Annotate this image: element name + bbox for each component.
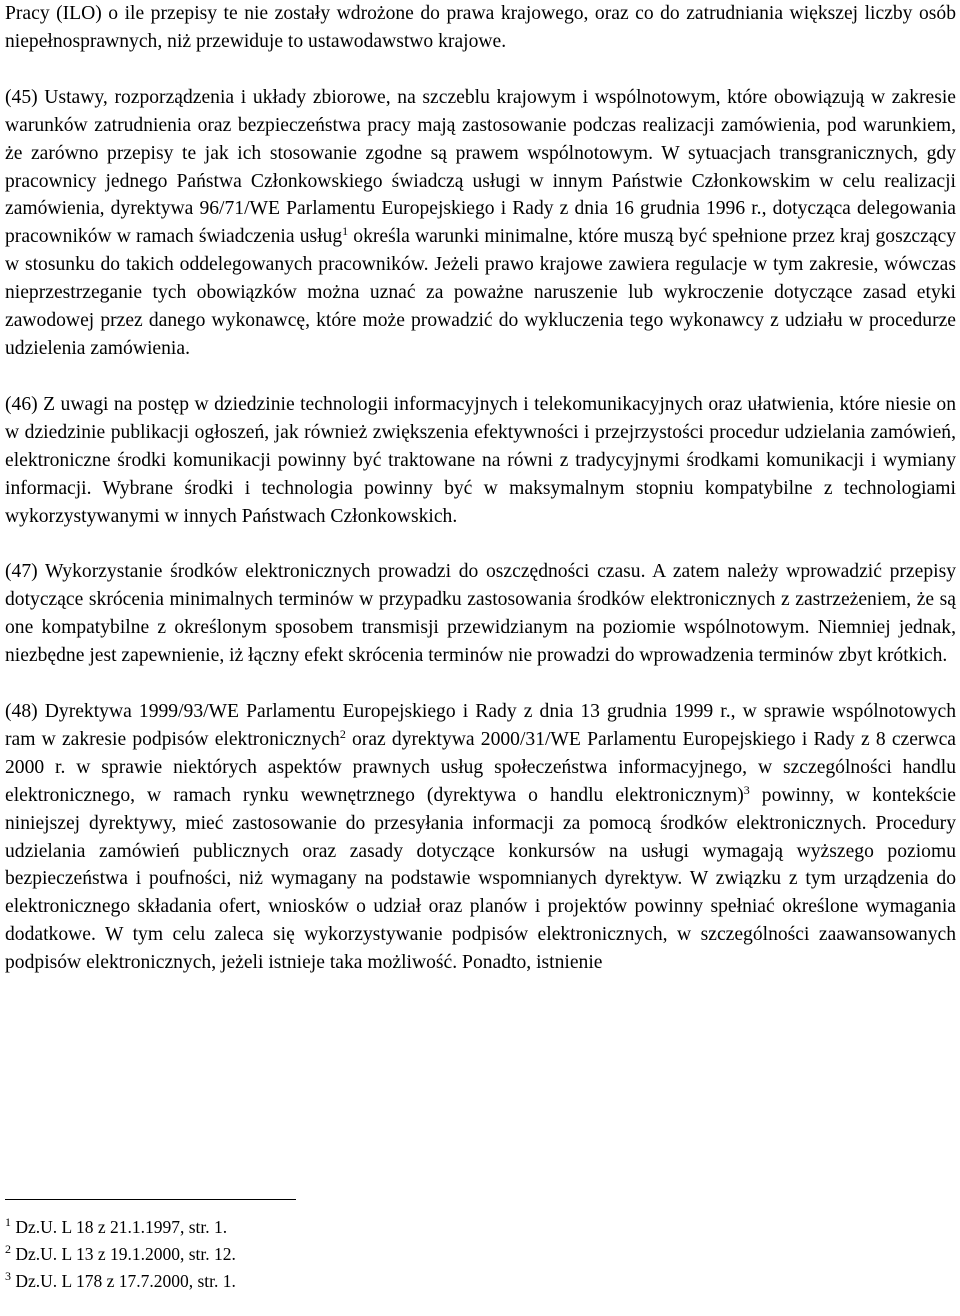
paragraph-45-text-continued: określa warunki minimalne, które muszą być spełnione przez kraj goszczący w stosunku do takich oddelegowanych pracowników. Jeżeli prawo krajowe zawiera regulacje w tym zakresie, wówczas nieprzestrzeganie tych obowiązków można uznać za poważne naruszenie lub wykroczenie dotyczące zasad etyki zawodowej przez danego wykonawcę, które może prowadzić do wykluczenia tego wykonawcy z udziału w procedurze udzielenia zamówienia. (5, 226, 957, 359)
footnote-ref-3: 3 (743, 782, 750, 797)
footnote-ref-1: 1 (342, 224, 349, 239)
paragraph-48-text-continued: oraz dyrektywa 2000/31/WE Parlamentu Europejskiego i Rady z 8 czerwca 2000 r. w sprawie niektórych aspektów prawnych usług społeczeństwa informacyjnego, w szczególności handlu elektronicznego, w ramach rynku wewnętrznego (dyrektywa o handlu elektronicznym) (5, 728, 956, 806)
footnote-mark-3: 3 (5, 1269, 11, 1284)
paragraph-spacer (5, 56, 956, 84)
paragraph-48-text-end: powinny, w kontekście niniejszej dyrektywy, mieć zastosowanie do przesyłania informacji za pomocą środków elektronicznych. Procedury udzielania zamówień publicznych oraz zasady dotyczące konkursów na usługi wymagają wyższego poziomu bezpieczeństwa i poufności, niż wymagany na podstawie wspomnianych dyrektyw. W związku z tym urządzenia do elektronicznego składania ofert, wniosków o udział oraz planów i projektów powinny spełniać określone wymagania dodatkowe. W tym celu zaleca się wykorzystywanie podpisów elektronicznych, w szczególności zaawansowanych podpisów elektronicznych, jeżeli istnieje taka możliwość. Ponadto, istnienie (5, 784, 956, 974)
paragraph-intro: Pracy (ILO) o ile przepisy te nie zostały wdrożone do prawa krajowego, oraz co do zatrudniania większej liczby osób niepełnosprawnych, niż przewiduje to ustawodawstwo krajowe. (5, 3, 956, 52)
footnote-text-2: Dz.U. L 13 z 19.1.2000, str. 12. (11, 1244, 236, 1265)
footnote-3 (5, 1268, 605, 1295)
paragraph-45 (5, 84, 956, 363)
footnote-ref-2: 2 (339, 726, 346, 741)
document-body (5, 0, 956, 977)
footnote-text-1: Dz.U. L 18 z 21.1.1997, str. 1. (11, 1217, 228, 1237)
footnotes (5, 1214, 605, 1296)
paragraph-spacer (5, 530, 956, 558)
paragraph-47: (47) Wykorzystanie środków elektronicznych prowadzi do oszczędności czasu. A zatem należy wprowadzić przepisy dotyczące skrócenia minimalnych terminów w przypadku zastosowania środków elektronicznych z zastrzeżeniem, że są one kompatybilne z określonym sposobem transmisji przewidzianym na poziomie wspólnotowym. Niemniej jednak, niezbędne jest zapewnienie, iż łączny efekt skrócenia terminów nie prowadzi do wprowadzenia terminów zbyt krótkich. (5, 561, 956, 667)
footnote-1 (5, 1214, 605, 1241)
paragraph-spacer (5, 363, 956, 391)
footnote-separator (5, 1199, 296, 1200)
footnote-mark-2: 2 (5, 1242, 11, 1257)
footnote-text-3: Dz.U. L 178 z 17.7.2000, str. 1. (11, 1271, 236, 1292)
footnote-mark-1: 1 (5, 1215, 11, 1229)
paragraph-45-text: (45) Ustawy, rozporządzenia i układy zbiorowe, na szczeblu krajowym i wspólnotowym, które obowiązują w zakresie warunków zatrudnienia oraz bezpieczeństwa pracy mają zastosowanie podczas realizacji zamówienia, pod warunkiem, że zarówno przepisy te jak ich stosowanie zgodne są prawem wspólnotowym. W sytuacjach transgranicznych, gdy pracownicy jednego Państwa Członkowskiego świadczą usługi w innym Państwie Członkowskim w celu realizacji zamówienia, dyrektywa 96/71/WE Parlamentu Europejskiego i Rady z dnia 16 grudnia 1996 r., dotycząca delegowania pracowników w ramach świadczenia usług (5, 86, 956, 248)
footnote-2 (5, 1241, 605, 1268)
paragraph-48 (5, 698, 956, 977)
paragraph-48-text: (48) Dyrektywa 1999/93/WE Parlamentu Europejskiego i Rady z dnia 13 grudnia 1999 r., w sprawie wspólnotowych ram w zakresie podpisów elektronicznych (5, 701, 956, 750)
paragraph-46: (46) Z uwagi na postęp w dziedzinie technologii informacyjnych i telekomunikacyjnych oraz ułatwienia, które niesie on w dziedzinie publikacji ogłoszeń, jak również zwiększenia efektywności i przejrzystości procedur udzielania zamówień, elektroniczne środki komunikacji powinny być traktowane na równi z tradycyjnymi środkami komunikacji i wymiany informacji. Wybrane środki i technologia powinny być w maksymalnym stopniu kompatybilne z technologiami wykorzystywanymi w innych Państwach Członkowskich. (5, 393, 956, 527)
paragraph-spacer (5, 670, 956, 698)
